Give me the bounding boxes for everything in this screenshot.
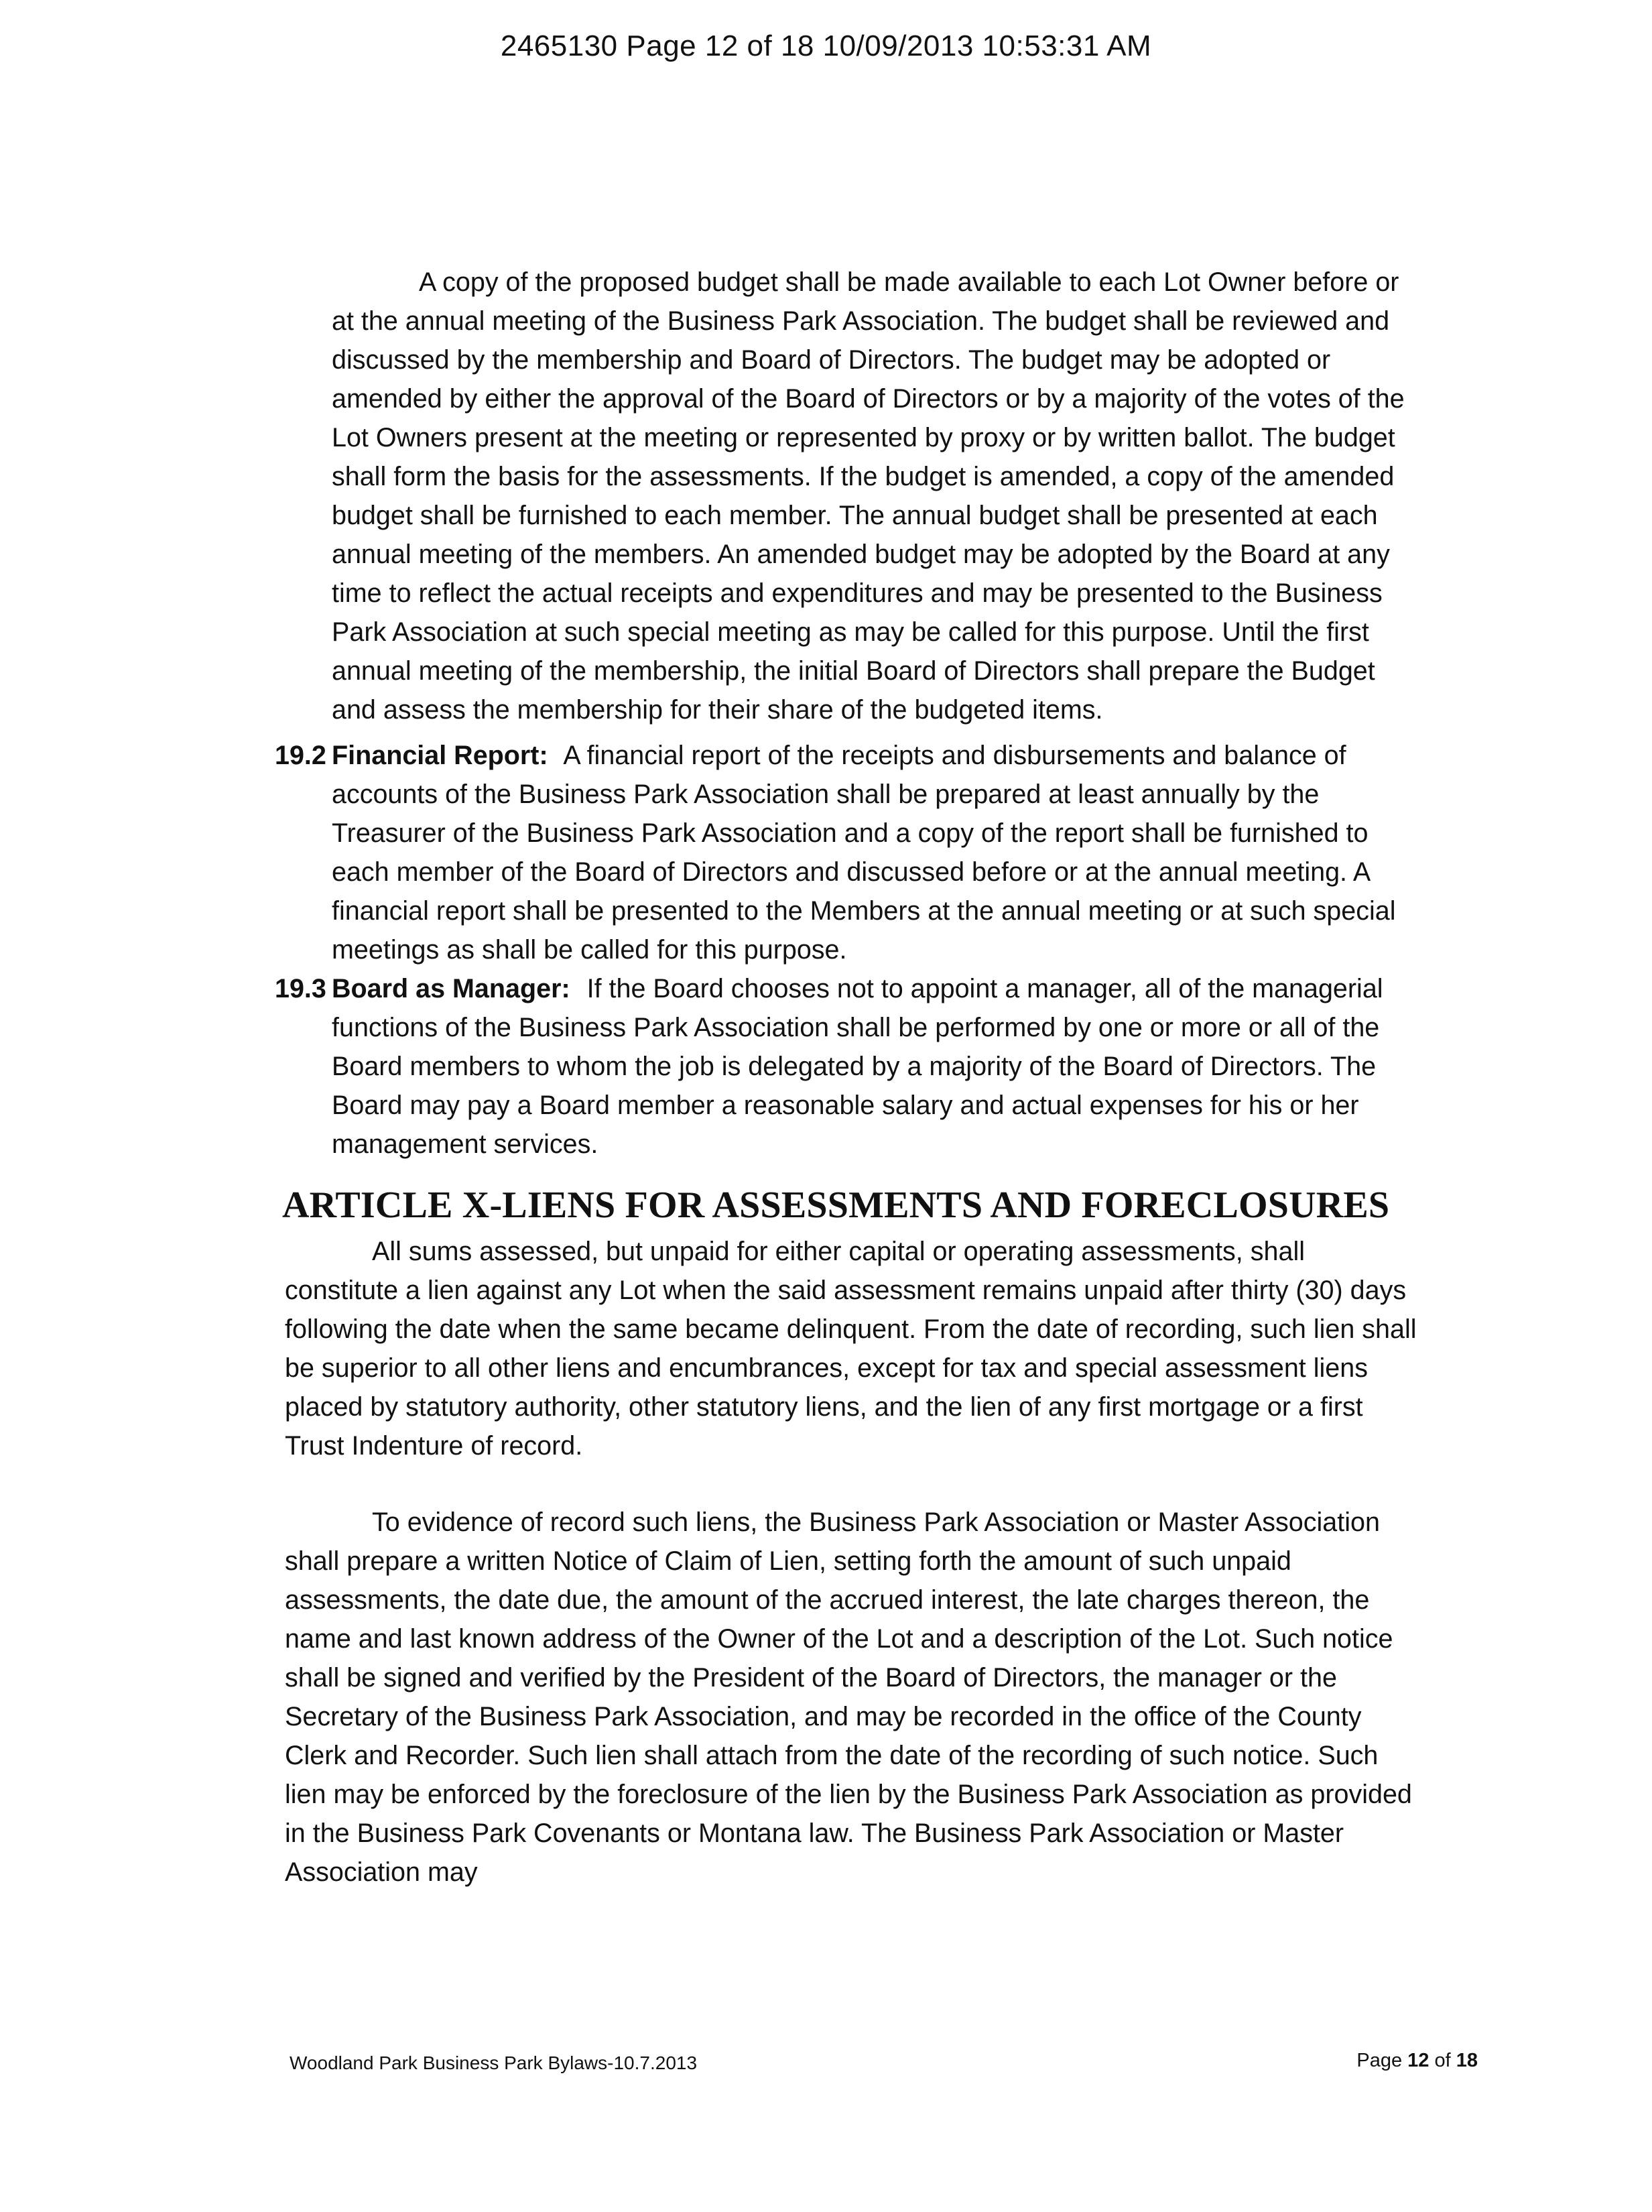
section-heading: Board as Manager:: [332, 974, 570, 1003]
section-heading: Financial Report:: [332, 741, 548, 770]
recording-stamp: 2465130 Page 12 of 18 10/09/2013 10:53:31 AM: [500, 29, 1152, 62]
footer-document-title: Woodland Park Business Park Bylaws-10.7.2013: [290, 2052, 698, 2073]
page-current: 12: [1407, 2050, 1429, 2071]
paragraph-gap: [285, 1465, 1424, 1503]
section-number: 19.3: [275, 974, 326, 1003]
article-paragraph-2: To evidence of record such liens, the Business Park Association or Master Association shall prepare a written Notice of Claim of Lien, setting forth the amount of such unpaid assessments, the date due, the amount of the accrued interest, the late charges thereon, the name and last known address of the Owner of the Lot and a description of the Lot. Such notice shall be signed and verified by the President of the Board of Directors, the manager or the Secretary of the Business Park Association, and may be recorded in the office of the County Clerk and Recorder. Such lien shall attach from the date of the recording of such notice. Such lien may be enforced by the foreclosure of the lien by the Business Park Association as provided in the Business Park Covenants or Montana law. The Business Park Association or Master Association may: [285, 1508, 1412, 1887]
section-19-3: [275, 969, 1424, 1164]
section-number: 19.2: [275, 741, 326, 770]
section-text: If the Board chooses not to appoint a manager, all of the managerial functions of the Business Park Association shall be performed by one or more or all of the Board members to whom the job is delegated by a majority of the Board of Directors. The Board may pay a Board member a reasonable salary and actual expenses for his or her management services.: [332, 974, 1383, 1159]
page-label: Page: [1356, 2050, 1403, 2071]
section-19-2: [275, 736, 1424, 969]
section-text: A financial report of the receipts and disbursements and balance of accounts of the Business Park Association shall be prepared at least annually by the Treasurer of the Business Park Association and a copy of the report shall be furnished to each member of the Board of Directors and discussed before or at the annual meeting. A financial report shall be presented to the Members at the annual meeting or at such special meetings as shall be called for this purpose.: [332, 741, 1396, 965]
footer-page-number: [1356, 2050, 1478, 2072]
article-paragraph-1: All sums assessed, but unpaid for either capital or operating assessments, shall constitute a lien against any Lot when the said assessment remains unpaid after thirty (30) days following the date when the same became delinquent. From the date of recording, such lien shall be superior to all other liens and encumbrances, except for tax and special assessment liens placed by statutory authority, other statutory liens, and the lien of any first mortgage or a first Trust Indenture of record.: [285, 1237, 1417, 1461]
article-heading: ARTICLE X-LIENS FOR ASSESSMENTS AND FORECLOSURES: [282, 1184, 1390, 1226]
budget-paragraph: A copy of the proposed budget shall be made available to each Lot Owner before or at the annual meeting of the Business Park Association. The budget shall be reviewed and discussed by the membership and Board of Directors. The budget may be adopted or amended by either the approval of the Board of Directors or by a majority of the votes of the Lot Owners present at the meeting or represented by proxy or by written ballot. The budget shall form the basis for the assessments. If the budget is amended, a copy of the amended budget shall be furnished to each member. The annual budget shall be presented at each annual meeting of the members. An amended budget may be adopted by the Board at any time to reflect the actual receipts and expenditures and may be presented to the Business Park Association at such special meeting as may be called for this purpose. Until the first annual meeting of the membership, the initial Board of Directors shall prepare the Budget and assess the membership for their share of the budgeted items.: [332, 267, 1405, 725]
page-total: 18: [1456, 2050, 1478, 2071]
page-of: of: [1434, 2050, 1451, 2071]
document-body: [275, 263, 1424, 1892]
